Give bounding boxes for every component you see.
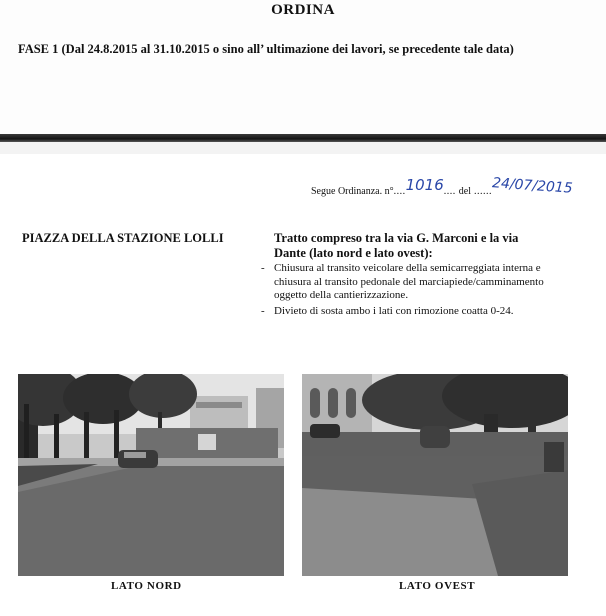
document-title: ORDINA xyxy=(271,2,335,18)
ordinance-number: 1016 xyxy=(405,176,444,194)
phase-heading: FASE 1 (Dal 24.8.2015 al 31.10.2015 o sino all’ ultimazione dei lavori, se precedente tale data) xyxy=(18,42,514,56)
photo-caption: LATO OVEST xyxy=(399,580,476,592)
page-divider xyxy=(0,134,606,142)
street-photo-icon xyxy=(18,374,284,576)
ordinance-date-label: del xyxy=(458,186,471,197)
location-name: PIAZZA DELLA STAZIONE LOLLI xyxy=(22,231,224,245)
ordinance-label: Segue Ordinanza. n° xyxy=(311,186,394,197)
rules-list xyxy=(259,262,549,320)
ordinance-reference: Segue Ordinanza. n°....1016.... del ......24/07/2015 xyxy=(311,175,574,197)
first-page-fragment xyxy=(0,0,606,136)
page-gap xyxy=(0,142,606,154)
list-item: - Divieto di sosta ambo i lati con rimozione coatta 0-24. xyxy=(259,305,549,319)
list-item: - Chiusura al transito veicolare della semicarreggiata interna e chiusura al transito pedonale del marciapiede/camminamento oggetto della cantierizzazione. xyxy=(259,262,549,303)
stretch-description: Tratto compreso tra la via G. Marconi e la via Dante (lato nord e lato ovest): xyxy=(274,231,519,260)
street-photo-icon xyxy=(302,374,568,576)
photo-caption: LATO NORD xyxy=(111,580,182,592)
ordinance-date: 24/07/2015 xyxy=(491,175,574,197)
photo-lato-nord xyxy=(18,374,284,576)
photo-lato-ovest xyxy=(302,374,568,576)
